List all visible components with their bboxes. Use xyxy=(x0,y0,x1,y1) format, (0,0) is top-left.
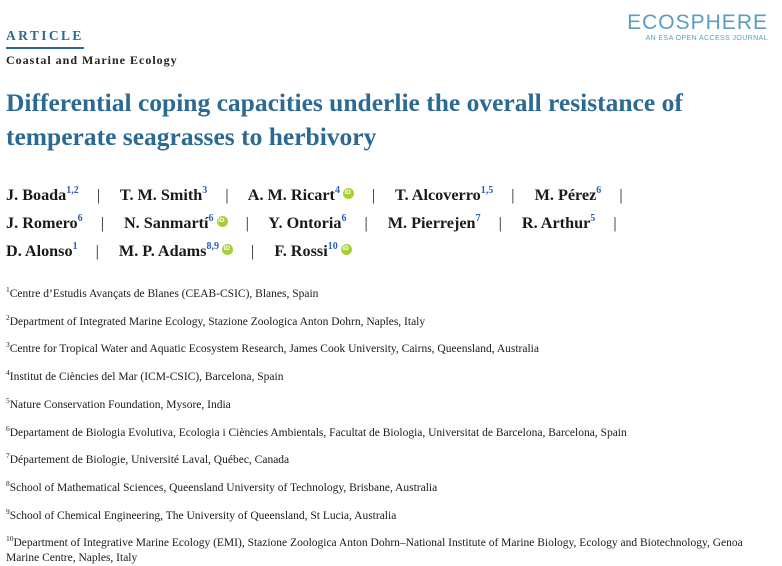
author[interactable] xyxy=(124,214,228,232)
author-name: A. M. Ricart xyxy=(247,186,335,205)
author[interactable] xyxy=(535,186,602,204)
author-name: N. Sanmartí xyxy=(123,214,209,233)
affiliation-number: 6 xyxy=(6,423,10,433)
author[interactable] xyxy=(6,186,79,204)
author-affiliation-ref: 3 xyxy=(202,185,208,196)
section-label: Coastal and Marine Ecology xyxy=(6,53,178,67)
author-separator: | xyxy=(619,186,623,205)
affiliation-list xyxy=(6,282,766,566)
author-affiliation-ref: 8,9 xyxy=(206,241,219,252)
author-name: J. Boada xyxy=(6,186,67,205)
author-name: M. Pérez xyxy=(534,186,597,205)
paper-title: Differential coping capacities underlie the overall resistance of temperate seagrasses to herbivory xyxy=(6,88,683,151)
affiliation-text: Centre d’Estudis Avançats de Blanes (CEAB-CSIC), Blanes, Spain xyxy=(9,287,319,300)
author-affiliation-ref: 6 xyxy=(596,185,602,196)
affiliation-item xyxy=(6,504,766,524)
orcid-icon[interactable] xyxy=(343,188,354,199)
author-name: R. Arthur xyxy=(521,214,591,233)
author[interactable] xyxy=(248,186,354,204)
journal-logo[interactable] xyxy=(627,12,768,43)
affiliation-item xyxy=(6,393,766,413)
author[interactable] xyxy=(522,214,595,232)
affiliation-text: Departament de Biologia Evolutiva, Ecologia i Ciències Ambientals, Facultat de Biologia, Universitat de Barcelona, Barcelona, Spain xyxy=(9,426,627,439)
author-list xyxy=(6,186,776,270)
journal-tagline: AN ESA OPEN ACCESS JOURNAL xyxy=(645,35,768,42)
author-line xyxy=(6,186,776,214)
article-type-underline xyxy=(6,47,84,49)
author-affiliation-ref: 6 xyxy=(77,213,83,224)
affiliation-text: School of Chemical Engineering, The University of Queensland, St Lucia, Australia xyxy=(9,509,397,522)
author-affiliation-ref: 10 xyxy=(327,241,338,252)
orcid-icon[interactable] xyxy=(222,244,233,255)
affiliation-number: 10 xyxy=(6,534,14,544)
author-name: D. Alonso xyxy=(6,242,73,261)
author-line xyxy=(6,242,776,270)
author[interactable] xyxy=(274,242,351,260)
author-name: J. Romero xyxy=(6,214,78,233)
author-name: F. Rossi xyxy=(274,242,328,261)
author-separator: | xyxy=(372,186,376,205)
affiliation-item xyxy=(6,531,766,566)
affiliation-number: 1 xyxy=(6,285,10,294)
author[interactable] xyxy=(268,214,346,232)
author-affiliation-ref: 1,2 xyxy=(66,185,79,196)
affiliation-item xyxy=(6,282,766,302)
author-name: M. Pierrejen xyxy=(387,214,476,233)
affiliation-text: Nature Conservation Foundation, Mysore, India xyxy=(9,398,231,411)
affiliation-text: School of Mathematical Sciences, Queensland University of Technology, Brisbane, Australia xyxy=(9,481,438,494)
author-affiliation-ref: 4 xyxy=(334,185,340,196)
author-separator: | xyxy=(364,214,368,233)
affiliation-number: 2 xyxy=(6,312,10,322)
author-separator: | xyxy=(613,214,617,233)
author-separator: | xyxy=(245,214,249,233)
affiliation-text: Département de Biologie, Université Laval, Québec, Canada xyxy=(9,454,290,467)
author-name: Y. Ontoria xyxy=(268,214,342,233)
affiliation-item xyxy=(6,448,766,468)
affiliation-text: Institut de Ciències del Mar (ICM-CSIC), Barcelona, Spain xyxy=(9,370,284,383)
author-affiliation-ref: 1 xyxy=(72,241,78,252)
affiliation-number: 7 xyxy=(6,451,10,461)
affiliation-number: 3 xyxy=(6,340,10,350)
author[interactable] xyxy=(119,242,233,260)
affiliation-item xyxy=(6,421,766,441)
author-line xyxy=(6,214,776,242)
author[interactable] xyxy=(6,214,83,232)
author-affiliation-ref: 7 xyxy=(475,213,481,224)
affiliation-text: Department of Integrated Marine Ecology, Stazione Zoologica Anton Dohrn, Naples, Italy xyxy=(9,315,426,328)
author-name: T. M. Smith xyxy=(119,186,203,205)
author-separator: | xyxy=(251,242,255,261)
affiliation-text: Department of Integrative Marine Ecology (EMI), Stazione Zoologica Anton Dohrn–National Institute of Marine Biology, Ecology and Biotechnology, Genoa Marine Centre, Naples, Italy xyxy=(6,537,743,565)
affiliation-number: 9 xyxy=(6,506,10,516)
author-separator: | xyxy=(511,186,515,205)
orcid-icon[interactable] xyxy=(341,244,352,255)
author[interactable] xyxy=(120,186,207,204)
affiliation-text: Centre for Tropical Water and Aquatic Ecosystem Research, James Cook University, Cairns, Queensland, Australia xyxy=(9,343,539,356)
author-affiliation-ref: 1,5 xyxy=(480,185,494,196)
affiliation-number: 5 xyxy=(6,395,10,405)
journal-name: ECOSPHERE xyxy=(627,11,768,34)
author-name: T. Alcoverro xyxy=(395,186,481,205)
author-separator: | xyxy=(96,186,101,205)
affiliation-number: 4 xyxy=(6,368,10,378)
article-type-label: ARTICLE xyxy=(6,28,84,43)
affiliation-item xyxy=(6,310,766,330)
author[interactable] xyxy=(6,242,78,260)
author-separator: | xyxy=(498,214,502,233)
affiliation-item xyxy=(6,337,766,357)
author[interactable] xyxy=(388,214,481,232)
author-separator: | xyxy=(225,186,229,205)
author[interactable] xyxy=(395,186,493,204)
orcid-icon[interactable] xyxy=(217,216,228,227)
affiliation-item xyxy=(6,476,766,496)
author-separator: | xyxy=(100,214,104,233)
author-name: M. P. Adams xyxy=(118,242,207,261)
author-affiliation-ref: 6 xyxy=(208,213,214,224)
author-affiliation-ref: 5 xyxy=(590,213,596,224)
affiliation-item xyxy=(6,365,766,385)
author-separator: | xyxy=(95,242,99,261)
author-affiliation-ref: 6 xyxy=(341,213,347,224)
affiliation-number: 8 xyxy=(6,479,10,489)
